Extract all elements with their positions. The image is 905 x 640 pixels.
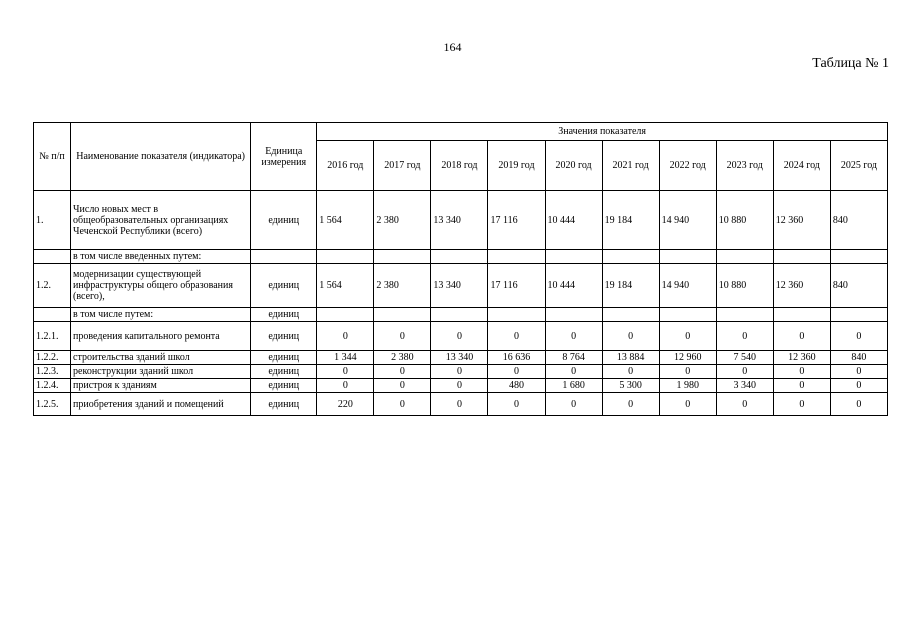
row-unit: единиц — [251, 351, 317, 365]
row-name: строительства зданий школ — [71, 351, 251, 365]
value-cell — [773, 250, 830, 264]
value-cell: 8 764 — [545, 351, 602, 365]
value-cell: 0 — [830, 393, 887, 416]
row-name: проведения капитального ремонта — [71, 322, 251, 351]
value-cell: 0 — [830, 322, 887, 351]
table-row — [34, 322, 888, 351]
value-cell: 0 — [716, 365, 773, 379]
value-cell — [545, 308, 602, 322]
value-cell: 0 — [716, 393, 773, 416]
header-num: № п/п — [34, 123, 71, 191]
value-cell: 13 340 — [431, 264, 488, 308]
value-cell — [602, 308, 659, 322]
value-cell: 10 444 — [545, 264, 602, 308]
value-cell — [602, 250, 659, 264]
value-cell: 0 — [773, 322, 830, 351]
value-cell: 10 444 — [545, 191, 602, 250]
value-cell — [716, 250, 773, 264]
value-cell: 0 — [488, 365, 545, 379]
row-unit — [251, 250, 317, 264]
table-row — [34, 379, 888, 393]
table-row — [34, 365, 888, 379]
value-cell: 7 540 — [716, 351, 773, 365]
value-cell: 0 — [431, 365, 488, 379]
value-cell — [317, 250, 374, 264]
value-cell: 0 — [545, 393, 602, 416]
row-name: пристроя к зданиям — [71, 379, 251, 393]
header-row-group — [34, 123, 888, 141]
value-cell: 17 116 — [488, 264, 545, 308]
value-cell: 0 — [374, 379, 431, 393]
row-num — [34, 308, 71, 322]
value-cell: 12 960 — [659, 351, 716, 365]
value-cell — [374, 250, 431, 264]
value-cell: 1 564 — [317, 191, 374, 250]
value-cell: 2 380 — [374, 191, 431, 250]
row-num — [34, 250, 71, 264]
value-cell: 2 380 — [374, 264, 431, 308]
row-unit: единиц — [251, 365, 317, 379]
value-cell: 1 564 — [317, 264, 374, 308]
value-cell — [488, 250, 545, 264]
header-year: 2020 год — [545, 141, 602, 191]
table-row — [34, 308, 888, 322]
value-cell: 19 184 — [602, 264, 659, 308]
value-cell — [830, 250, 887, 264]
value-cell: 840 — [830, 264, 887, 308]
value-cell: 19 184 — [602, 191, 659, 250]
header-year: 2017 год — [374, 141, 431, 191]
row-num: 1.2.5. — [34, 393, 71, 416]
row-num: 1.2.1. — [34, 322, 71, 351]
row-unit: единиц — [251, 379, 317, 393]
value-cell: 480 — [488, 379, 545, 393]
value-cell: 0 — [488, 322, 545, 351]
value-cell: 0 — [659, 393, 716, 416]
value-cell: 0 — [773, 379, 830, 393]
row-unit: единиц — [251, 264, 317, 308]
header-year: 2023 год — [716, 141, 773, 191]
value-cell — [545, 250, 602, 264]
value-cell — [431, 308, 488, 322]
row-num: 1.2. — [34, 264, 71, 308]
value-cell: 14 940 — [659, 191, 716, 250]
value-cell: 1 680 — [545, 379, 602, 393]
table-caption: Таблица № 1 — [812, 56, 889, 71]
value-cell: 12 360 — [773, 264, 830, 308]
value-cell — [488, 308, 545, 322]
value-cell: 0 — [602, 393, 659, 416]
value-cell: 16 636 — [488, 351, 545, 365]
value-cell — [659, 308, 716, 322]
value-cell: 13 340 — [431, 191, 488, 250]
value-cell: 0 — [488, 393, 545, 416]
value-cell: 0 — [773, 365, 830, 379]
value-cell: 12 360 — [773, 351, 830, 365]
value-cell: 0 — [716, 322, 773, 351]
value-cell — [431, 250, 488, 264]
value-cell: 0 — [773, 393, 830, 416]
value-cell: 220 — [317, 393, 374, 416]
header-year: 2019 год — [488, 141, 545, 191]
header-unit: Единица измерения — [251, 123, 317, 191]
table-row — [34, 264, 888, 308]
row-num: 1.2.2. — [34, 351, 71, 365]
value-cell: 12 360 — [773, 191, 830, 250]
indicator-table — [33, 122, 888, 416]
row-name: Число новых мест в общеобразовательных организациях Чеченской Республики (всего) — [71, 191, 251, 250]
value-cell: 0 — [545, 365, 602, 379]
value-cell: 0 — [602, 365, 659, 379]
row-unit: единиц — [251, 308, 317, 322]
value-cell: 840 — [830, 351, 887, 365]
value-cell: 13 884 — [602, 351, 659, 365]
value-cell: 10 880 — [716, 191, 773, 250]
value-cell: 0 — [374, 322, 431, 351]
value-cell: 10 880 — [716, 264, 773, 308]
value-cell: 0 — [317, 365, 374, 379]
value-cell: 0 — [317, 379, 374, 393]
table-row — [34, 393, 888, 416]
row-num: 1.2.3. — [34, 365, 71, 379]
value-cell: 14 940 — [659, 264, 716, 308]
value-cell: 0 — [317, 322, 374, 351]
value-cell: 0 — [830, 365, 887, 379]
page-number: 164 — [443, 40, 462, 54]
row-unit: единиц — [251, 393, 317, 416]
row-name: в том числе введенных путем: — [71, 250, 251, 264]
value-cell — [317, 308, 374, 322]
header-year: 2021 год — [602, 141, 659, 191]
row-name: в том числе путем: — [71, 308, 251, 322]
value-cell — [659, 250, 716, 264]
value-cell: 840 — [830, 191, 887, 250]
row-unit: единиц — [251, 191, 317, 250]
value-cell — [830, 308, 887, 322]
header-year: 2018 год — [431, 141, 488, 191]
row-unit: единиц — [251, 322, 317, 351]
header-values-group: Значения показателя — [317, 123, 888, 141]
value-cell: 17 116 — [488, 191, 545, 250]
header-year: 2016 год — [317, 141, 374, 191]
table-row — [34, 351, 888, 365]
value-cell: 0 — [659, 322, 716, 351]
value-cell: 0 — [602, 322, 659, 351]
value-cell: 0 — [431, 322, 488, 351]
row-name: реконструкции зданий школ — [71, 365, 251, 379]
value-cell: 0 — [374, 365, 431, 379]
value-cell: 0 — [431, 393, 488, 416]
value-cell: 0 — [545, 322, 602, 351]
value-cell: 0 — [374, 393, 431, 416]
row-num: 1. — [34, 191, 71, 250]
header-year: 2022 год — [659, 141, 716, 191]
row-name: приобретения зданий и помещений — [71, 393, 251, 416]
value-cell: 13 340 — [431, 351, 488, 365]
value-cell — [716, 308, 773, 322]
header-name: Наименование показателя (индикатора) — [71, 123, 251, 191]
table-row — [34, 250, 888, 264]
header-year: 2025 год — [830, 141, 887, 191]
value-cell: 0 — [830, 379, 887, 393]
row-name: модернизации существующей инфраструктуры общего образования (всего), — [71, 264, 251, 308]
value-cell: 1 980 — [659, 379, 716, 393]
value-cell: 5 300 — [602, 379, 659, 393]
value-cell: 0 — [659, 365, 716, 379]
row-num: 1.2.4. — [34, 379, 71, 393]
value-cell — [773, 308, 830, 322]
table-row — [34, 191, 888, 250]
value-cell: 0 — [431, 379, 488, 393]
value-cell: 2 380 — [374, 351, 431, 365]
value-cell: 3 340 — [716, 379, 773, 393]
header-year: 2024 год — [773, 141, 830, 191]
value-cell: 1 344 — [317, 351, 374, 365]
value-cell — [374, 308, 431, 322]
